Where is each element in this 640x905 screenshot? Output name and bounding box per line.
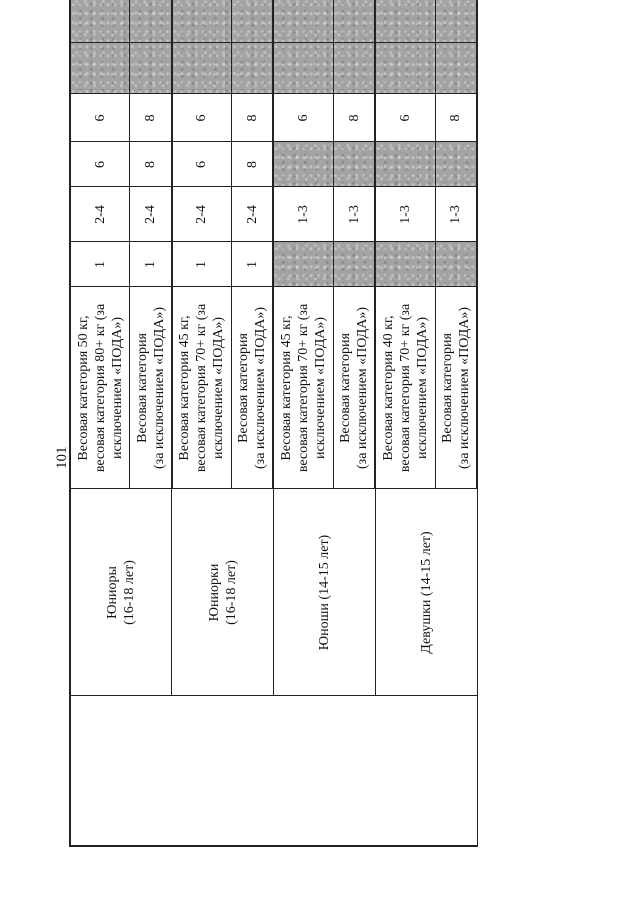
shaded-cell xyxy=(435,142,477,187)
shaded-cell xyxy=(435,43,477,94)
value-cell: 6 xyxy=(273,94,333,142)
shaded-cell xyxy=(333,242,375,287)
value-cell: 8 xyxy=(130,142,172,187)
value-cell: 6 xyxy=(172,142,232,187)
value-cell: 8 xyxy=(333,94,375,142)
shaded-cell xyxy=(435,242,477,287)
value-cell: 1 xyxy=(70,242,130,287)
shaded-cell xyxy=(232,43,274,94)
category-cell: Весовая категория 50 кг, весовая категория 80+ кг (за исключением «ПОДА») xyxy=(70,287,130,489)
shaded-cell xyxy=(172,0,232,43)
shaded-cell xyxy=(333,0,375,43)
shaded-cell xyxy=(70,0,130,43)
category-cell: Весовая категория (за исключением «ПОДА») xyxy=(232,287,274,489)
shaded-cell xyxy=(375,0,435,43)
value-cell: 1 xyxy=(232,242,274,287)
shaded-cell xyxy=(130,43,172,94)
shaded-cell xyxy=(273,142,333,187)
value-cell: 6 xyxy=(70,142,130,187)
table-row xyxy=(70,0,130,846)
shaded-cell xyxy=(232,0,274,43)
shaded-cell xyxy=(130,0,172,43)
value-cell: 2-4 xyxy=(172,187,232,242)
value-cell: 8 xyxy=(435,94,477,142)
shaded-cell xyxy=(375,142,435,187)
empty-column xyxy=(70,696,477,846)
value-cell: 1 xyxy=(130,242,172,287)
value-cell: 1-3 xyxy=(435,187,477,242)
value-cell: 1-3 xyxy=(333,187,375,242)
categories-table xyxy=(69,0,478,847)
shaded-cell xyxy=(273,242,333,287)
shaded-cell xyxy=(172,43,232,94)
group-cell: Девушки (14-15 лет) xyxy=(375,489,477,696)
value-cell: 6 xyxy=(70,94,130,142)
value-cell: 2-4 xyxy=(70,187,130,242)
shaded-cell xyxy=(273,43,333,94)
category-cell: Весовая категория (за исключением «ПОДА») xyxy=(333,287,375,489)
category-cell: Весовая категория 40 кг, весовая категория 70+ кг (за исключением «ПОДА») xyxy=(375,287,435,489)
group-cell: Юниорки (16-18 лет) xyxy=(172,489,274,696)
rotated-table-wrapper xyxy=(69,44,478,847)
value-cell: 6 xyxy=(172,94,232,142)
category-cell: Весовая категория (за исключением «ПОДА») xyxy=(130,287,172,489)
value-cell: 1 xyxy=(172,242,232,287)
category-cell: Весовая категория (за исключением «ПОДА») xyxy=(435,287,477,489)
value-cell: 1-3 xyxy=(375,187,435,242)
category-cell: Весовая категория 45 кг, весовая категория 70+ кг (за исключением «ПОДА») xyxy=(172,287,232,489)
value-cell: 1-3 xyxy=(273,187,333,242)
shaded-cell xyxy=(375,43,435,94)
value-cell: 6 xyxy=(375,94,435,142)
shaded-cell xyxy=(375,242,435,287)
group-cell: Юниоры (16-18 лет) xyxy=(70,489,172,696)
category-cell: Весовая категория 45 кг, весовая категория 70+ кг (за исключением «ПОДА») xyxy=(273,287,333,489)
shaded-cell xyxy=(333,43,375,94)
group-cell: Юноши (14-15 лет) xyxy=(273,489,375,696)
value-cell: 8 xyxy=(130,94,172,142)
shaded-cell xyxy=(273,0,333,43)
page-number: 101 xyxy=(54,446,70,469)
value-cell: 8 xyxy=(232,142,274,187)
value-cell: 8 xyxy=(232,94,274,142)
value-cell: 2-4 xyxy=(232,187,274,242)
shaded-cell xyxy=(435,0,477,43)
shaded-cell xyxy=(70,43,130,94)
value-cell: 2-4 xyxy=(130,187,172,242)
shaded-cell xyxy=(333,142,375,187)
